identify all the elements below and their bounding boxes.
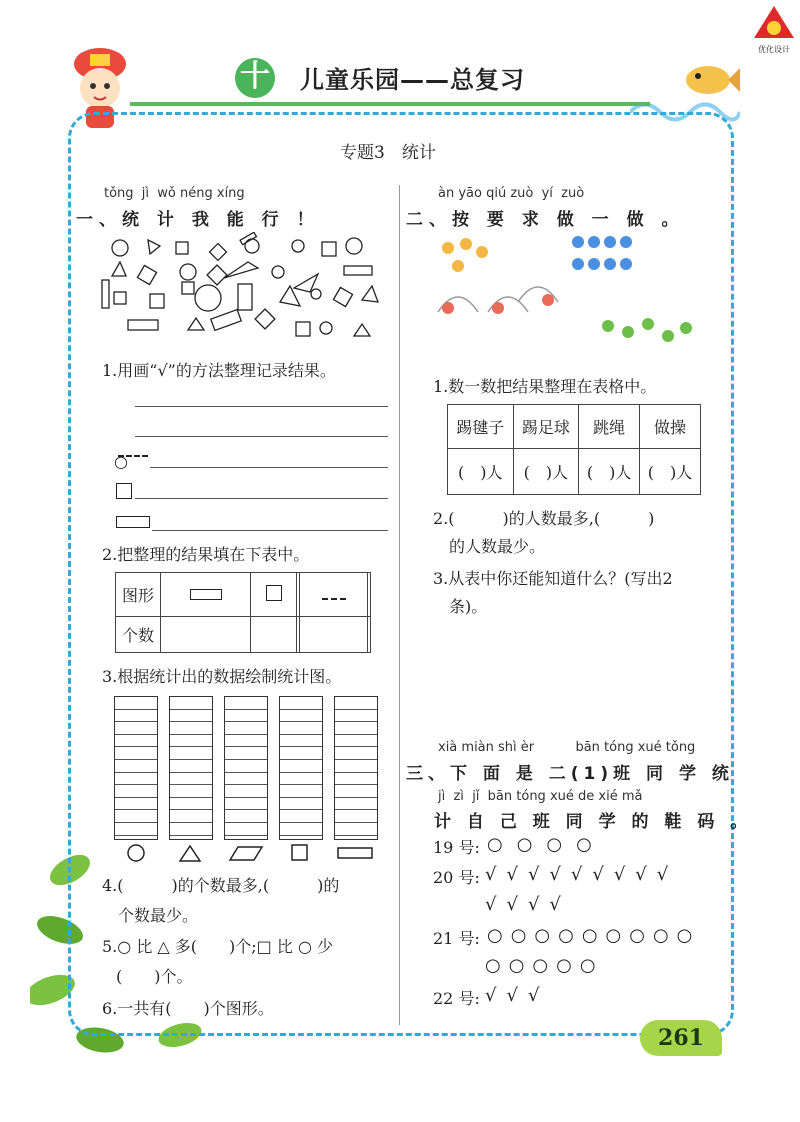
unit-number-badge: 十 <box>235 58 275 98</box>
section1-pinyin: tǒng jì wǒ néng xíng <box>104 186 245 201</box>
column-header: 跳绳 <box>579 405 640 449</box>
section1-q2: 2.把整理的结果填在下表中。 <box>102 545 310 564</box>
square-icon <box>251 573 297 617</box>
section2-pinyin: àn yāo qiú zuò yí zuò <box>438 186 585 201</box>
answer-cell[interactable] <box>161 617 251 653</box>
table-header-label: 图形 <box>116 573 161 617</box>
bar-column-square[interactable] <box>279 696 323 840</box>
logo-text: 优化设计 <box>758 45 790 54</box>
shoe-size-marks: √√√√√√√√√ <box>485 864 679 885</box>
answer-cell[interactable] <box>251 617 297 653</box>
section3-pinyin-2: jì zì jǐ bān tóng xué de xié mǎ <box>438 789 643 804</box>
column-header: 做操 <box>640 405 701 449</box>
shoe-size-marks: ○○○○○○○○○ <box>487 925 701 946</box>
answer-cell[interactable]: ( )人 <box>579 449 640 495</box>
children-activities-illustration <box>428 232 703 366</box>
section2-q3-line1: 3.从表中你还能知道什么？(写出2 <box>433 569 673 588</box>
section2-q3-line2: 条)。 <box>449 597 488 616</box>
shoe-size-label: 20 号: <box>433 868 480 887</box>
section1-q1: 1.用画“√”的方法整理记录结果。 <box>102 361 336 380</box>
empty-cell <box>368 573 371 617</box>
section1-q5-line1: 5.○ 比 △ 多( )个;□ 比 ○ 少 <box>102 937 334 956</box>
tally-triangle-icon <box>118 455 148 461</box>
answer-cell[interactable]: ( )人 <box>513 449 579 495</box>
answer-cell[interactable] <box>368 617 371 653</box>
logo-badge <box>752 4 796 54</box>
tally-circle-icon: ○ <box>114 452 128 471</box>
shapes-collection <box>100 232 380 346</box>
chart-shape-labels <box>120 842 380 868</box>
triangle-icon <box>300 573 368 617</box>
bar-column-circle[interactable] <box>114 696 158 840</box>
tally-square-icon <box>116 483 132 499</box>
section1-q6: 6.一共有( )个图形。 <box>102 999 274 1018</box>
shape-count-table <box>115 572 371 653</box>
answer-cell[interactable]: ( )人 <box>448 449 514 495</box>
section3-heading-2: 计 自 己 班 同 学 的 鞋 码 。 <box>434 812 753 832</box>
rectangle-icon <box>161 573 251 617</box>
section2-heading: 二、按 要 求 做 一 做 。 <box>406 210 685 230</box>
bar-column-parallelogram[interactable] <box>224 696 268 840</box>
shoe-size-marks: ○○○○○ <box>485 955 604 976</box>
bar-column-rectangle[interactable] <box>334 696 378 840</box>
activity-table <box>447 404 701 495</box>
section2-q2-line1: 2.( )的人数最多,( ) <box>433 509 655 528</box>
shoe-size-label: 22 号: <box>433 989 480 1008</box>
section2-q2-line2: 的人数最少。 <box>449 537 546 556</box>
section1-q4-line1: 4.( )的个数最多,( )的 <box>102 876 340 895</box>
shoe-size-marks: ○○○○ <box>487 834 606 855</box>
section1-q5-line2: ( )个。 <box>116 967 193 986</box>
section1-q4-line2: 个数最少。 <box>118 906 199 925</box>
section3-heading-1: 三、下 面 是 二(1)班 同 学 统 <box>406 764 734 784</box>
header-underline <box>130 102 650 106</box>
shoe-size-marks: √√√ <box>485 985 550 1006</box>
column-header: 踢毽子 <box>448 405 514 449</box>
shoe-size-label: 19 号: <box>433 838 480 857</box>
column-divider <box>399 185 400 1025</box>
shoe-size-marks: √√√√ <box>485 894 571 915</box>
section1-q3: 3.根据统计出的数据绘制统计图。 <box>102 667 342 686</box>
topic-subtitle: 专题3 统计 <box>340 143 436 163</box>
section3-pinyin-1: xià miàn shì èr bān tóng xué tǒng <box>438 740 696 755</box>
bar-column-triangle[interactable] <box>169 696 213 840</box>
page-number: 261 <box>640 1020 722 1056</box>
shoe-size-label: 21 号: <box>433 929 480 948</box>
answer-cell[interactable]: ( )人 <box>640 449 701 495</box>
column-header: 踢足球 <box>513 405 579 449</box>
answer-cell[interactable] <box>300 617 368 653</box>
tally-rectangle-icon <box>116 516 150 528</box>
section1-heading: 一、统 计 我 能 行 ！ <box>76 210 320 230</box>
table-row-label: 个数 <box>116 617 161 653</box>
page-title: 儿童乐园——总复习 <box>300 66 525 94</box>
section2-q1: 1.数一数把结果整理在表格中。 <box>433 377 657 396</box>
